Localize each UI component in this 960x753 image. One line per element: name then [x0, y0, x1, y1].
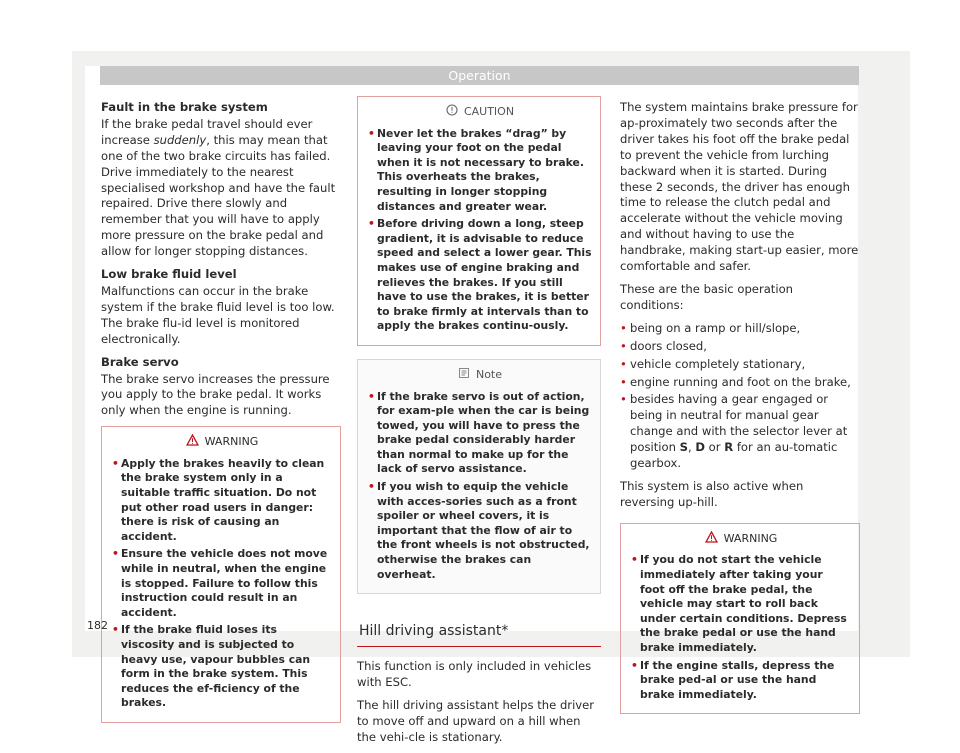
note-icon [458, 367, 470, 384]
list-item: • Before driving down a long, steep gradient, it is advisable to reduce speed and select a lower gear. This makes use of engine braking and relieves the brakes. If you still have to use the brakes, it is better to brake firmly at intervals than to apply the brakes continu-ously. [368, 217, 592, 334]
fault-heading: Fault in the brake system [101, 100, 268, 114]
column-right [620, 100, 860, 714]
warning-box [101, 426, 341, 723]
caution-title: CAUTION [368, 104, 592, 121]
list-item: • being on a ramp or hill/slope, [620, 321, 860, 337]
list-item: • If you wish to equip the vehicle with acces-sories such as a front spoiler or wheel covers, it is important that the flow of air to the front wheels is not obstructed, otherwise the brakes can overheat. [368, 480, 592, 582]
note-list [368, 390, 592, 583]
list-item: • besides having a gear engaged or being in neutral for manual gear change and with the selector lever at position S, D or R for an au-tomatic gearbox. [620, 392, 860, 472]
warning-list [631, 553, 851, 702]
list-item: • If the brake fluid loses its viscosity and is subjected to heavy use, vapour bubbles can form in the brake system. This reduces the ef-ficiency of the brakes. [112, 623, 332, 711]
gear-r: R [724, 440, 734, 455]
reverse-paragraph: This system is also active when reversing up-hill. [620, 478, 804, 509]
list-item: • vehicle completely stationary, [620, 357, 860, 373]
list-item: • If the engine stalls, depress the brake ped-al or use the hand brake immediately. [631, 659, 851, 703]
list-item: • If you do not start the vehicle immediately after taking your foot off the brake pedal, the vehicle may start to roll back under certain conditions. Depress the brake pedal or use the hand brake immediately. [631, 553, 851, 655]
column-middle [357, 96, 601, 753]
list-item: • Never let the brakes “drag” by leaving your foot on the pedal when it is not necessary to brake. This overheats the brakes, resulting in longer stopping distances and greater wear. [368, 127, 592, 215]
page-number: 182 [87, 619, 108, 632]
list-item: • doors closed, [620, 339, 860, 355]
section-title: Hill driving assistant* [357, 622, 601, 647]
intro-paragraph: This function is only included in vehicles with ESC. [357, 659, 592, 690]
page-header: Operation [100, 66, 859, 85]
list-item: • Ensure the vehicle does not move while in neutral, when the engine is stopped. Failure to follow this instruction could result in an accident. [112, 547, 332, 620]
warning-title: WARNING [112, 434, 332, 451]
assistant-paragraph: The hill driving assistant helps the driver to move off and upward on a hill when the vehi-cle is stationary. [357, 698, 595, 744]
list-item: • engine running and foot on the brake, [620, 375, 860, 391]
warning-box-right [620, 523, 860, 715]
fault-paragraph: If the brake pedal travel should ever increase suddenly, this may mean that one of the two brake circuits has failed. Drive immediately to the nearest specialised workshop and have the fault repaired. Drive there slowly and remember that you will have to apply more pressure on the brake pedal and allow for longer stopping distances. [101, 116, 336, 259]
warning-title: WARNING [631, 531, 851, 548]
conditions-intro: These are the basic operation conditions: [620, 281, 794, 312]
list-item: • Apply the brakes heavily to clean the brake system only in a suitable traffic situation. Do not put other road users in danger: there is risk of causing an accident. [112, 457, 332, 545]
note-box [357, 359, 601, 594]
conditions-list [620, 321, 860, 472]
column-left [101, 100, 341, 723]
servo-paragraph: The brake servo increases the pressure you apply to the brake pedal. It works only when the engine is running. [101, 371, 330, 418]
caution-circle-icon [446, 104, 458, 121]
servo-heading: Brake servo [101, 354, 179, 369]
warning-triangle-icon [186, 434, 199, 451]
note-title: Note [368, 367, 592, 384]
gear-s: S [679, 440, 688, 455]
list-item: • If the brake servo is out of action, for exam-ple when the car is being towed, you will have to press the brake pedal considerably harder than normal to make up for the lack of servo assistance. [368, 390, 592, 478]
caution-list [368, 127, 592, 334]
gear-d: D [695, 440, 705, 455]
caution-box [357, 96, 601, 346]
fluid-paragraph: Malfunctions can occur in the brake system if the brake fluid level is too low. The brake flu-id level is monitored electronically. [101, 283, 335, 346]
fluid-heading: Low brake fluid level [101, 267, 237, 282]
system-paragraph: The system maintains brake pressure for ap-proximately two seconds after the driver takes his foot off the brake pedal to prevent the vehicle from lurching backward when it is started. During these 2 seconds, the driver has enough time to release the clutch pedal and accelerate without the vehicle moving and without having to use the handbrake, making start-up easier, more comfortable and safer. [620, 100, 859, 274]
warning-triangle-icon [705, 531, 718, 548]
emphasis: suddenly [153, 132, 207, 147]
warning-list [112, 457, 332, 711]
